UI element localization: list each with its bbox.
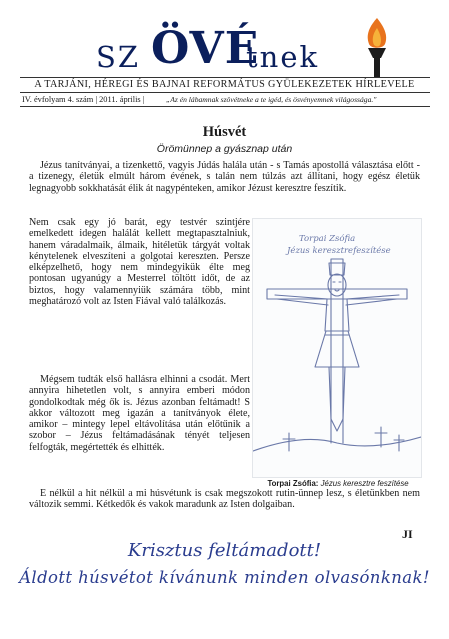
logo-part-1: SZ [96,40,141,74]
easter-greeting: Krisztus feltámadott! [127,540,322,561]
caption-title: Jézus keresztre feszítése [320,479,409,488]
logo-part-2: ÖVÉ [151,23,260,74]
torch-icon [360,14,394,80]
masthead [0,0,449,114]
article-closing-paragraph: E nélkül a hit nélkül a mi húsvétunk is csak megszokott rutin-ünnep lesz, s életünkben nem változik semmi. Kétkedők és vakok maradunk az Isten dolgaiban. [29,488,420,511]
masthead-motto: „Az én lábamnak szövétneke a te igéd, és ösvényemnek világossága." [166,95,377,104]
caption-author: Torpai Zsófia: [267,479,319,488]
article-title: Húsvét [202,124,247,140]
article-paragraph-1: Nem csak egy jó barát, egy testvér szintjére emelkedett idegen halálát kellett megtapasztalniuk, hanem váradalmaik, álmaik, hitéletük tárgyát voltak kénytelenek elveszíteni a golgotai kereszten. Persze elképzelhető, hogy nem mindegyikük élte meg pontosan ugyanúgy a Mesterrel töltött időt, de az biztos, hogy valamennyiük számára több, mint meghatározó volt az Isten Fiával való találkozás. [29,217,250,308]
article-intro-paragraph: Jézus tanítványai, a tizenkettő, vagyis Júdás halála után - s Tamás apostollá választása előtt - a tizenegy, életük elmúlt három évének, s talán nem túlzás azt állítani, hogy egész életük legnagyobb sokkhatását élik át nagypénteken, amikor Jézust keresztre feszítik. [29,160,420,194]
author-signature: JI [402,527,413,541]
masthead-rule-bottom [20,106,430,107]
drawing-title: Jézus keresztrefeszítése [287,246,391,256]
newsletter-logo [96,22,376,78]
logo-part-3: tnek [246,40,320,74]
newsletter-subtitle: A TARJÁNI, HÉREGI ÉS BAJNAI REFORMÁTUS GYÜLEKEZETEK HÍRLEVELE [34,79,415,90]
masthead-rule-middle [20,92,430,93]
drawing-artist-name: Torpai Zsófia [299,234,356,244]
issue-info: IV. évfolyam 4. szám | 2011. április | [22,95,145,104]
masthead-rule-top [20,77,430,78]
illustration-caption [254,479,422,488]
crucifixion-drawing [253,219,421,477]
article-paragraph-2: Mégsem tudták első hallásra elhinni a csodát. Mert annyira hihetetlen volt, s annyira emberi módon gondolkodtak még ők is. Jézus azonban feltámadt! S akkor változott meg igazán a tanítványok élete, amikor – mintegy lepel eltávolítása után előtűnik a szobor – Jézus feltámadásának tényét teljesen felfogták, megértették és elhitték. [29,374,250,453]
easter-wish: Áldott húsvétot kívánunk minden olvasónknak! [19,568,430,587]
article-subtitle: Örömünnep a gyásznap után [156,143,293,155]
